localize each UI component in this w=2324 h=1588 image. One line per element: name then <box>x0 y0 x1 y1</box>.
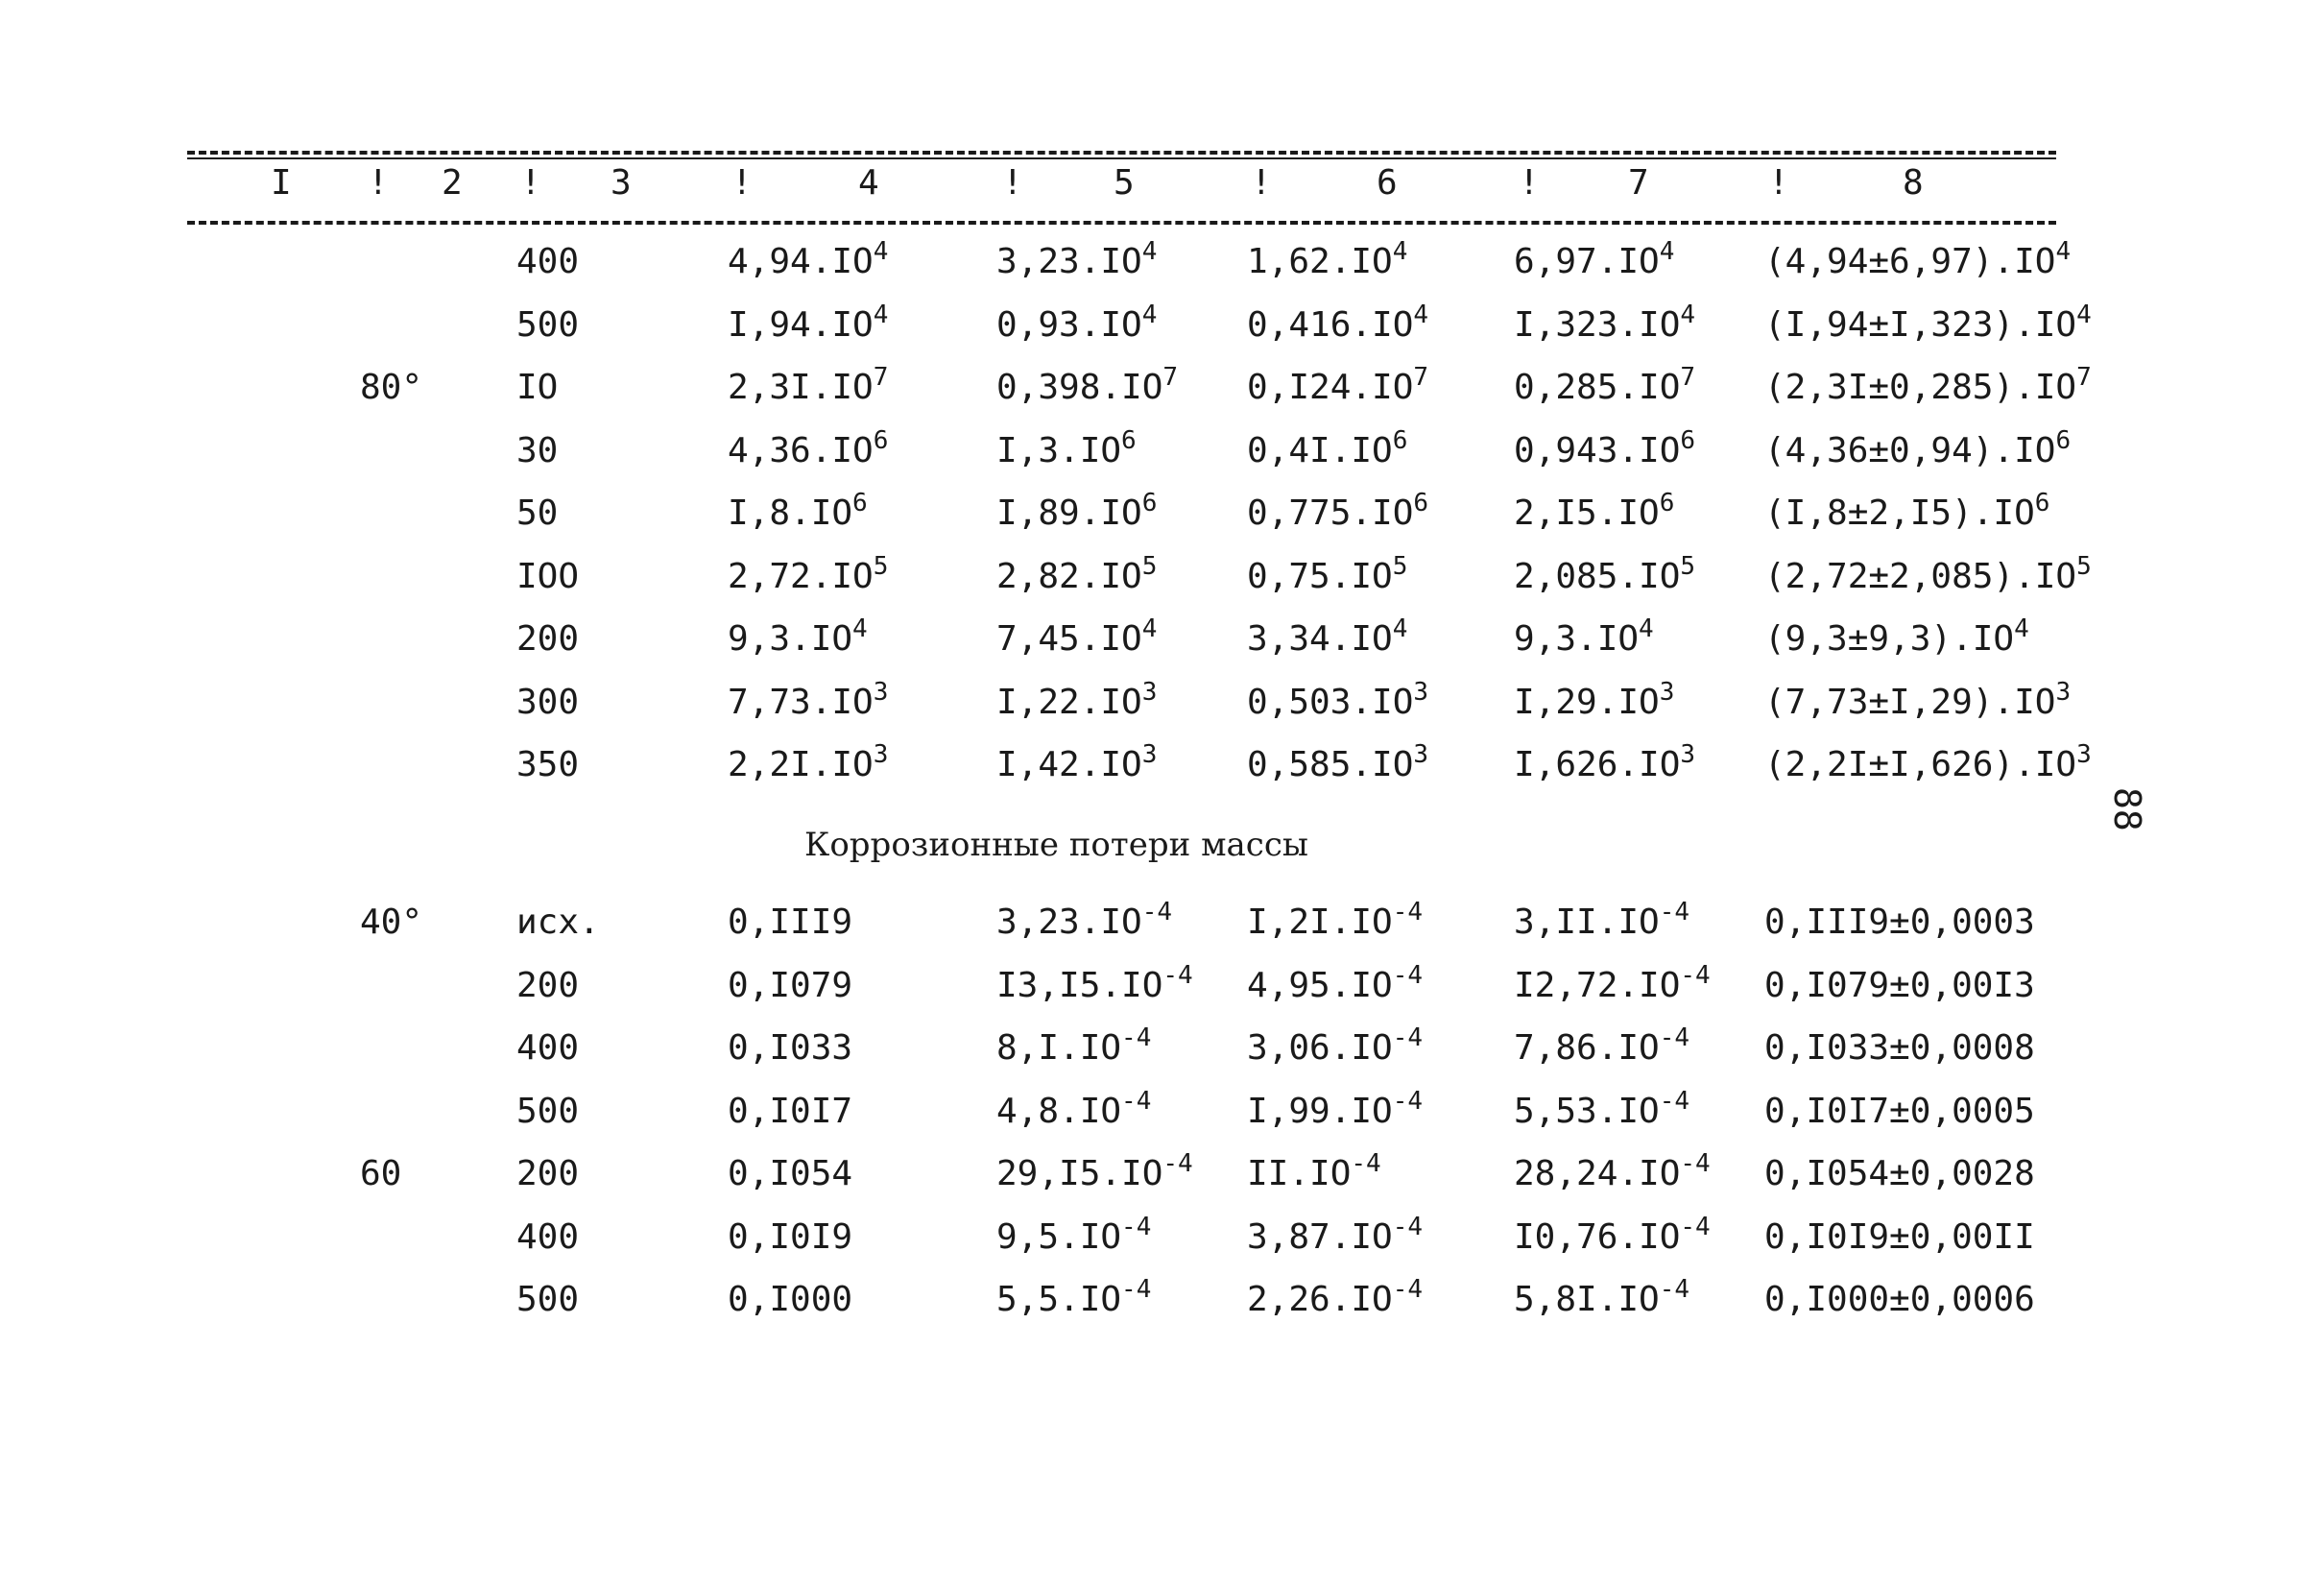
cell-value: 0,I0I9 <box>728 1216 853 1257</box>
cell-exponent: 7 <box>1162 363 1179 392</box>
cell-value: 0,I0I7 <box>728 1091 853 1131</box>
cell-c8 <box>1764 489 2050 533</box>
cell-exponent: -4 <box>1121 1275 1152 1304</box>
cell-c4 <box>728 551 889 596</box>
cell-value: 0,I000 <box>728 1280 853 1319</box>
cell-exponent: 5 <box>873 551 889 581</box>
cell-c7 <box>1514 677 1675 722</box>
cell-c4 <box>728 1280 852 1319</box>
cell-c5 <box>996 363 1179 407</box>
cell-value: 0,III9 <box>728 902 853 942</box>
cell-value: 2,72.IO <box>728 556 874 596</box>
cell-value: (2,2I±I,626).IO <box>1764 745 2077 784</box>
cell-value: (4,36±0,94).IO <box>1764 430 2056 470</box>
cell-value: 0,I000±0,0006 <box>1764 1280 2035 1319</box>
cell-value: 0,398.IO <box>996 368 1163 407</box>
cell-exponent: 6 <box>873 425 889 455</box>
cell-value: 0,4I.IO <box>1247 430 1393 470</box>
cell-c5 <box>996 425 1137 470</box>
cell-value: 3,II.IO <box>1514 902 1660 942</box>
cell-value: (9,3±9,3).IO <box>1764 619 2015 659</box>
cell-value: 2,085.IO <box>1514 556 1681 596</box>
cell-exponent: 4 <box>1392 237 1408 266</box>
cell-value: I0,76.IO <box>1514 1216 1681 1257</box>
cell-value: 2,3I.IO <box>728 368 874 407</box>
cell-c4 <box>728 425 889 470</box>
cell-c7 <box>1514 1086 1690 1131</box>
cell-exponent: 6 <box>1392 425 1408 455</box>
cell-exponent: 3 <box>873 677 889 707</box>
cell-exponent: 3 <box>1680 740 1696 769</box>
cell-c5 <box>996 1149 1193 1193</box>
cell-c6 <box>1247 740 1429 784</box>
cell-c5 <box>996 1086 1152 1131</box>
cell-exponent: 6 <box>1413 489 1429 517</box>
cell-exponent: 4 <box>1680 300 1696 329</box>
cell-c8 <box>1764 902 2035 942</box>
cell-c8 <box>1764 425 2072 470</box>
cell-c7 <box>1514 363 1696 407</box>
cell-time: IO <box>516 368 559 407</box>
cell-exponent: -4 <box>1121 1023 1152 1052</box>
cell-c6 <box>1247 425 1408 470</box>
cell-c7 <box>1514 425 1696 470</box>
cell-exponent: 3 <box>1659 677 1675 707</box>
cell-exponent: 4 <box>1141 614 1158 643</box>
cell-exponent: -4 <box>1680 960 1711 990</box>
cell-time: 400 <box>516 242 580 281</box>
cell-value: 9,5.IO <box>996 1216 1122 1257</box>
cell-c8 <box>1764 551 2092 596</box>
cell-temperature: 80° <box>360 368 423 407</box>
cell-value: 9,3.IO <box>728 619 853 659</box>
cell-c4 <box>728 614 868 659</box>
cell-value: 2,I5.IO <box>1514 493 1660 533</box>
cell-exponent: 4 <box>1659 237 1675 266</box>
cell-c5 <box>996 237 1158 281</box>
cell-value: (2,72±2,085).IO <box>1764 556 2077 596</box>
cell-exponent: -4 <box>1392 1212 1424 1241</box>
cell-time: 50 <box>516 493 559 533</box>
cell-value: 1,62.IO <box>1247 242 1393 281</box>
cell-value: 28,24.IO <box>1514 1154 1681 1193</box>
cell-exponent: -4 <box>1659 1275 1690 1304</box>
cell-c6 <box>1247 614 1408 659</box>
table-header-bottom-rule <box>187 221 2056 225</box>
header-sep: ! <box>520 163 541 203</box>
cell-time: 400 <box>516 1216 580 1257</box>
cell-exponent: -4 <box>1680 1149 1711 1178</box>
cell-c6 <box>1247 300 1429 345</box>
cell-value: 0,943.IO <box>1514 430 1681 470</box>
cell-c6 <box>1247 489 1429 533</box>
table-row <box>0 614 2324 673</box>
cell-value: 3,06.IO <box>1247 1028 1393 1068</box>
cell-exponent: 6 <box>1141 489 1158 517</box>
cell-exponent: 5 <box>1392 551 1408 581</box>
cell-c8 <box>1764 1217 2035 1257</box>
cell-time: 350 <box>516 745 580 784</box>
cell-c6 <box>1247 1149 1381 1193</box>
cell-value: 5,5.IO <box>996 1280 1122 1319</box>
cell-exponent: -4 <box>1162 1149 1193 1178</box>
cell-value: 9,3.IO <box>1514 619 1640 659</box>
cell-value: I,94.IO <box>728 304 874 345</box>
cell-exponent: 7 <box>2076 363 2092 392</box>
cell-exponent: 3 <box>2076 740 2092 769</box>
cell-c5 <box>996 740 1158 784</box>
cell-value: I,89.IO <box>996 493 1142 533</box>
cell-exponent: 4 <box>2055 237 2072 266</box>
cell-c4 <box>728 1028 852 1068</box>
cell-temperature: 60 <box>360 1154 402 1193</box>
header-col-7: 7 <box>1628 163 1649 203</box>
cell-time: 30 <box>516 430 559 470</box>
cell-exponent: 4 <box>852 614 868 643</box>
cell-c4 <box>728 677 889 722</box>
cell-value: 0,I079±0,00I3 <box>1764 965 2035 1005</box>
cell-c6 <box>1247 898 1424 942</box>
cell-exponent: 6 <box>1659 489 1675 517</box>
cell-value: 7,86.IO <box>1514 1028 1660 1068</box>
cell-c5 <box>996 1275 1152 1319</box>
cell-c6 <box>1247 1212 1424 1257</box>
cell-value: 7,73.IO <box>728 682 874 722</box>
cell-value: 0,I054 <box>728 1154 853 1193</box>
cell-c4 <box>728 237 889 281</box>
cell-c6 <box>1247 363 1429 407</box>
header-sep: ! <box>1251 163 1272 203</box>
cell-exponent: -4 <box>1392 1086 1424 1116</box>
cell-c7 <box>1514 1023 1690 1068</box>
cell-value: I,323.IO <box>1514 304 1681 345</box>
cell-time: IOO <box>516 556 580 596</box>
cell-c6 <box>1247 677 1429 722</box>
cell-value: 0,75.IO <box>1247 556 1393 596</box>
header-col-3: 3 <box>611 163 632 203</box>
cell-c8 <box>1764 740 2092 784</box>
cell-c6 <box>1247 1023 1424 1068</box>
header-col-5: 5 <box>1114 163 1135 203</box>
cell-c7 <box>1514 614 1654 659</box>
cell-c4 <box>728 1154 852 1193</box>
cell-exponent: -4 <box>1680 1212 1711 1241</box>
table-row <box>0 677 2324 736</box>
header-col-8: 8 <box>1903 163 1924 203</box>
cell-c8 <box>1764 966 2035 1005</box>
page-number: 88 <box>2106 787 2148 831</box>
cell-c4 <box>728 363 889 407</box>
cell-c5 <box>996 614 1158 659</box>
cell-value: II.IO <box>1247 1154 1352 1193</box>
cell-value: 3,23.IO <box>996 242 1142 281</box>
cell-c8 <box>1764 237 2072 281</box>
cell-exponent: 3 <box>873 740 889 769</box>
cell-exponent: 6 <box>2055 425 2072 455</box>
cell-value: 0,I033 <box>728 1028 853 1068</box>
cell-c7 <box>1514 300 1696 345</box>
cell-c4 <box>728 300 889 345</box>
cell-exponent: 5 <box>2076 551 2092 581</box>
header-col-2: 2 <box>442 163 463 203</box>
cell-value: 3,34.IO <box>1247 619 1393 659</box>
cell-time: исх. <box>516 902 600 942</box>
cell-exponent: -4 <box>1392 1023 1424 1052</box>
cell-exponent: -4 <box>1659 1023 1690 1052</box>
cell-exponent: 7 <box>1680 363 1696 392</box>
cell-exponent: 3 <box>1141 740 1158 769</box>
cell-time: 500 <box>516 1280 580 1319</box>
cell-value: 3,23.IO <box>996 902 1142 942</box>
cell-c8 <box>1764 677 2072 722</box>
cell-c5 <box>996 677 1158 722</box>
cell-value: 0,775.IO <box>1247 493 1414 533</box>
cell-c7 <box>1514 898 1690 942</box>
table-row <box>0 363 2324 421</box>
header-sep: ! <box>1002 163 1023 203</box>
cell-value: 0,III9±0,0003 <box>1764 902 2035 942</box>
cell-exponent: 4 <box>1141 237 1158 266</box>
cell-exponent: -4 <box>1392 898 1424 926</box>
cell-exponent: 6 <box>1121 425 1137 455</box>
table-top-rule <box>187 151 2056 155</box>
header-sep: ! <box>368 163 389 203</box>
cell-value: (I,8±2,I5).IO <box>1764 493 2035 533</box>
cell-exponent: 3 <box>1413 740 1429 769</box>
cell-exponent: 6 <box>852 489 868 517</box>
cell-exponent: 6 <box>2034 489 2050 517</box>
cell-c4 <box>728 902 852 942</box>
cell-value: I,3.IO <box>996 430 1122 470</box>
cell-value: (2,3I±0,285).IO <box>1764 368 2077 407</box>
cell-value: 29,I5.IO <box>996 1154 1163 1193</box>
cell-c7 <box>1514 1149 1711 1193</box>
cell-c4 <box>728 966 852 1005</box>
cell-value: 0,93.IO <box>996 304 1142 345</box>
cell-value: I,99.IO <box>1247 1091 1393 1131</box>
cell-exponent: 7 <box>873 363 889 392</box>
cell-value: 5,8I.IO <box>1514 1280 1660 1319</box>
cell-exponent: 3 <box>1141 677 1158 707</box>
cell-exponent: 5 <box>1680 551 1696 581</box>
cell-value: 0,I0I7±0,0005 <box>1764 1091 2035 1131</box>
cell-c8 <box>1764 1280 2035 1319</box>
header-col-1: I <box>271 163 292 203</box>
cell-c6 <box>1247 1275 1424 1319</box>
cell-value: I,8.IO <box>728 493 853 533</box>
table-row <box>0 1149 2324 1208</box>
cell-exponent: -4 <box>1121 1086 1152 1116</box>
section-caption: Коррозионные потери массы <box>804 826 1308 864</box>
table-row <box>0 300 2324 359</box>
cell-exponent: -4 <box>1141 898 1173 926</box>
cell-value: I,29.IO <box>1514 682 1660 722</box>
cell-c8 <box>1764 1028 2035 1068</box>
cell-c6 <box>1247 551 1408 596</box>
cell-c8 <box>1764 363 2092 407</box>
cell-exponent: 4 <box>2014 614 2029 643</box>
cell-c5 <box>996 489 1158 533</box>
cell-c7 <box>1514 489 1675 533</box>
cell-c5 <box>996 960 1193 1005</box>
cell-value: 4,8.IO <box>996 1091 1122 1131</box>
cell-value: (I,94±I,323).IO <box>1764 304 2077 345</box>
cell-exponent: 4 <box>873 300 889 329</box>
cell-value: 0,I054±0,0028 <box>1764 1154 2035 1193</box>
cell-value: 0,I0I9±0,00II <box>1764 1216 2035 1257</box>
cell-value: I,42.IO <box>996 745 1142 784</box>
cell-exponent: -4 <box>1659 898 1690 926</box>
cell-exponent: -4 <box>1659 1086 1690 1116</box>
cell-exponent: -4 <box>1392 1275 1424 1304</box>
cell-c6 <box>1247 237 1408 281</box>
cell-c6 <box>1247 1086 1424 1131</box>
cell-c4 <box>728 489 868 533</box>
cell-c5 <box>996 1212 1152 1257</box>
cell-exponent: 7 <box>1413 363 1429 392</box>
header-sep: ! <box>1519 163 1540 203</box>
table-row <box>0 960 2324 1020</box>
table-row <box>0 551 2324 611</box>
table-row <box>0 740 2324 799</box>
cell-c8 <box>1764 1092 2035 1131</box>
cell-c6 <box>1247 960 1424 1005</box>
cell-c4 <box>728 1217 852 1257</box>
cell-exponent: 4 <box>2076 300 2092 329</box>
table-row <box>0 425 2324 485</box>
cell-value: 2,26.IO <box>1247 1280 1393 1319</box>
cell-exponent: 6 <box>1680 425 1696 455</box>
cell-value: 0,503.IO <box>1247 682 1414 722</box>
cell-value: 0,I24.IO <box>1247 368 1414 407</box>
table-top-rule-2 <box>187 157 2056 159</box>
cell-value: I,2I.IO <box>1247 902 1393 942</box>
cell-c5 <box>996 1023 1152 1068</box>
cell-exponent: -4 <box>1162 960 1193 990</box>
cell-exponent: 4 <box>1392 614 1408 643</box>
cell-value: 8,I.IO <box>996 1028 1122 1068</box>
cell-exponent: 5 <box>1141 551 1158 581</box>
cell-value: 2,82.IO <box>996 556 1142 596</box>
cell-time: 200 <box>516 619 580 659</box>
cell-value: 2,2I.IO <box>728 745 874 784</box>
cell-value: 6,97.IO <box>1514 242 1660 281</box>
cell-time: 200 <box>516 965 580 1005</box>
table-row <box>0 898 2324 956</box>
cell-value: 4,36.IO <box>728 430 874 470</box>
cell-value: I,626.IO <box>1514 745 1681 784</box>
cell-c5 <box>996 551 1158 596</box>
cell-value: 0,I079 <box>728 965 853 1005</box>
cell-temperature: 40° <box>360 902 423 942</box>
cell-value: 5,53.IO <box>1514 1091 1660 1131</box>
cell-c5 <box>996 300 1158 345</box>
cell-exponent: -4 <box>1351 1149 1381 1178</box>
cell-time: 300 <box>516 682 580 722</box>
cell-value: 0,585.IO <box>1247 745 1414 784</box>
table-row <box>0 1212 2324 1271</box>
table-row <box>0 1086 2324 1145</box>
cell-exponent: 3 <box>1413 677 1429 707</box>
cell-exponent: 4 <box>1141 300 1158 329</box>
cell-c7 <box>1514 740 1696 784</box>
cell-value: 0,I033±0,0008 <box>1764 1028 2035 1068</box>
cell-c8 <box>1764 614 2029 659</box>
table-row <box>0 489 2324 547</box>
table-row <box>0 1023 2324 1082</box>
cell-exponent: 4 <box>873 237 889 266</box>
cell-value: 0,285.IO <box>1514 368 1681 407</box>
cell-value: 4,95.IO <box>1247 965 1393 1005</box>
cell-value: (7,73±I,29).IO <box>1764 682 2056 722</box>
cell-value: 7,45.IO <box>996 619 1142 659</box>
cell-value: I,22.IO <box>996 682 1142 722</box>
cell-exponent: -4 <box>1121 1212 1152 1241</box>
cell-c4 <box>728 1092 852 1131</box>
cell-time: 400 <box>516 1028 580 1068</box>
cell-exponent: -4 <box>1392 960 1424 990</box>
header-col-4: 4 <box>858 163 879 203</box>
cell-time: 200 <box>516 1154 580 1193</box>
cell-c7 <box>1514 1212 1711 1257</box>
table-row <box>0 237 2324 296</box>
cell-value: I3,I5.IO <box>996 965 1163 1005</box>
cell-c8 <box>1764 1154 2035 1193</box>
cell-c7 <box>1514 960 1711 1005</box>
cell-exponent: 4 <box>1413 300 1429 329</box>
cell-exponent: 4 <box>1639 614 1654 643</box>
header-sep: ! <box>1768 163 1789 203</box>
cell-time: 500 <box>516 1091 580 1131</box>
cell-c7 <box>1514 551 1696 596</box>
header-sep: ! <box>731 163 753 203</box>
cell-value: 3,87.IO <box>1247 1216 1393 1257</box>
cell-c5 <box>996 898 1173 942</box>
cell-value: 4,94.IO <box>728 242 874 281</box>
table-header <box>0 163 2324 209</box>
cell-time: 500 <box>516 304 580 345</box>
cell-c8 <box>1764 300 2092 345</box>
table-row <box>0 1275 2324 1334</box>
cell-value: 0,416.IO <box>1247 304 1414 345</box>
cell-value: I2,72.IO <box>1514 965 1681 1005</box>
cell-c7 <box>1514 1275 1690 1319</box>
cell-exponent: 3 <box>2055 677 2072 707</box>
cell-c4 <box>728 740 889 784</box>
cell-value: (4,94±6,97).IO <box>1764 242 2056 281</box>
header-col-6: 6 <box>1377 163 1398 203</box>
cell-c7 <box>1514 237 1675 281</box>
